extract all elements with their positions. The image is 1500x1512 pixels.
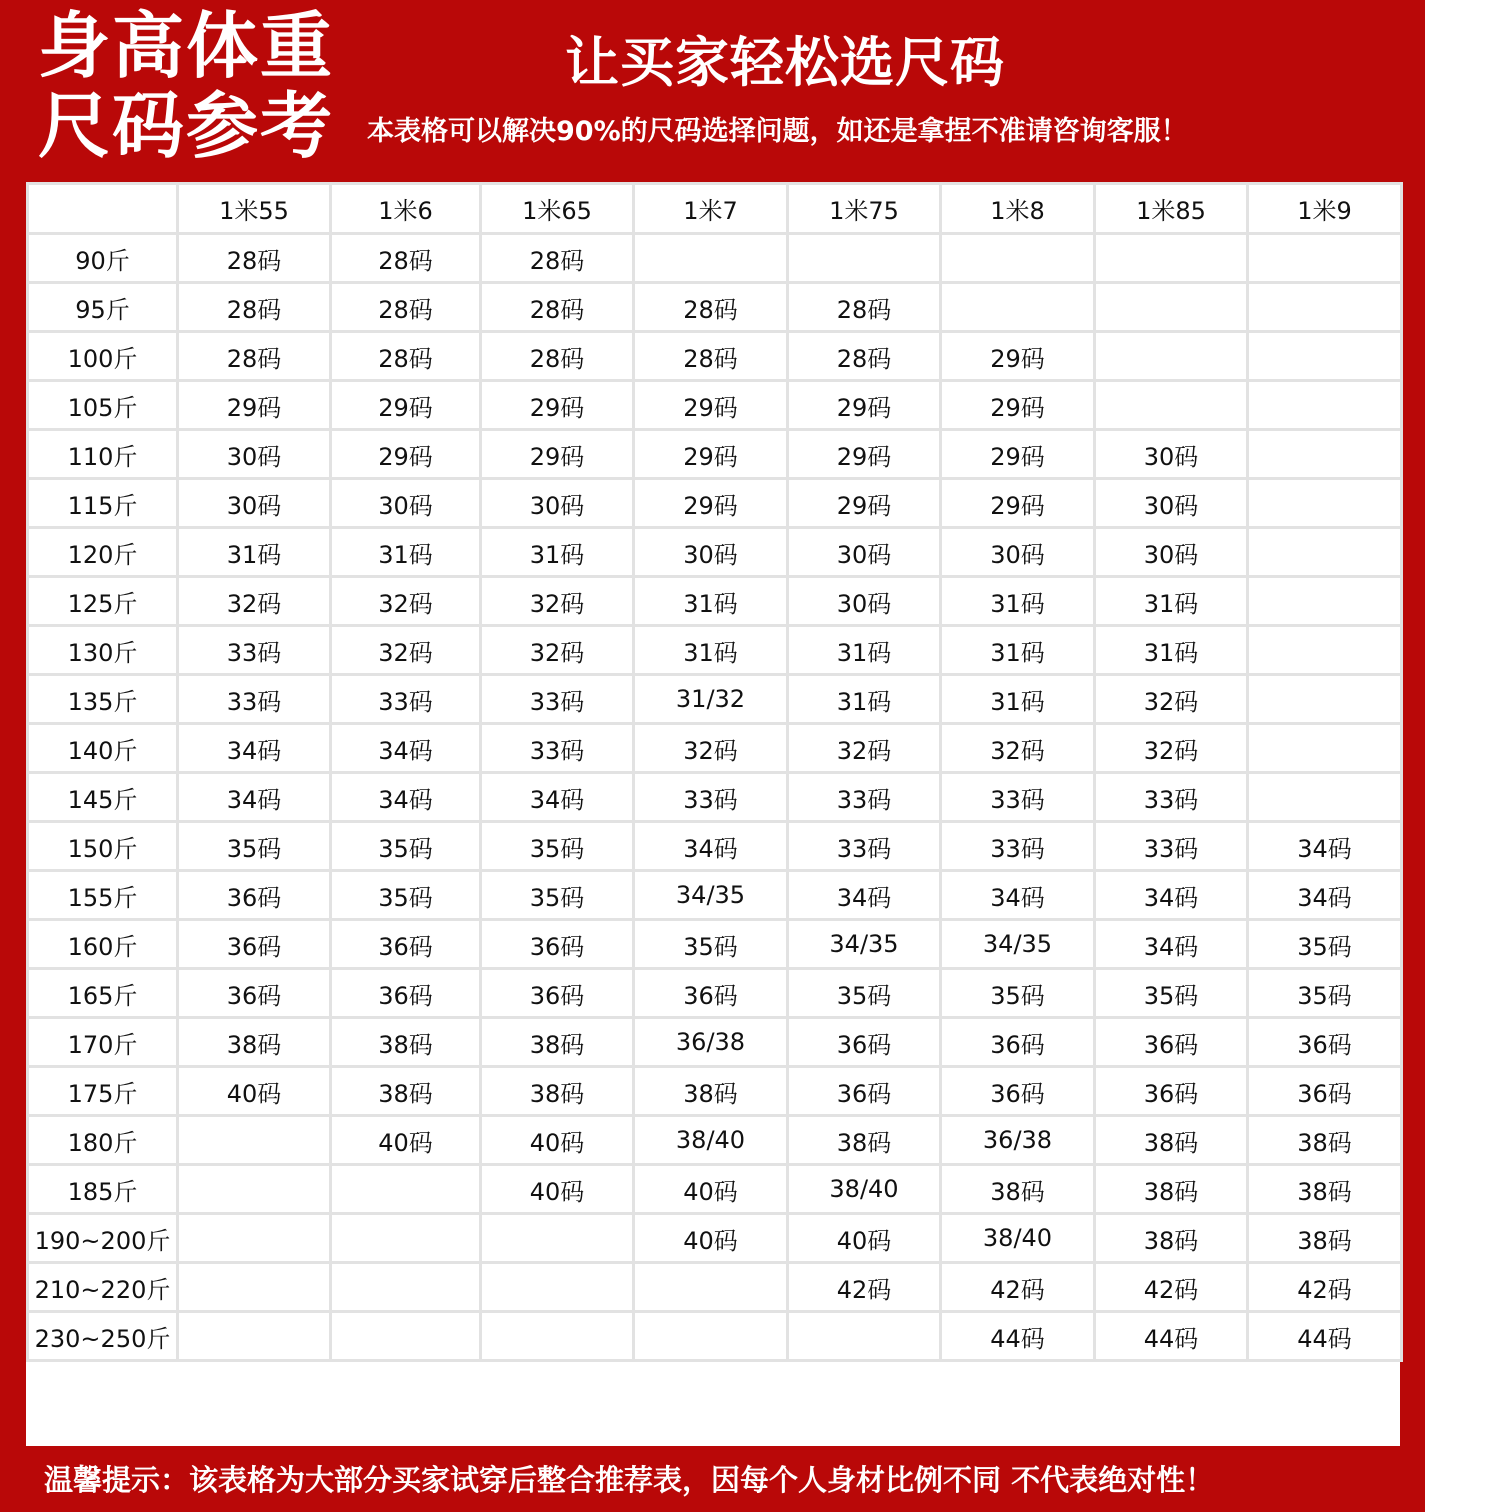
size-cell: 32码 [481, 626, 634, 675]
size-cell: 38码 [331, 1018, 481, 1067]
height-header: 1米85 [1095, 184, 1248, 234]
size-cell: 34/35 [788, 920, 941, 969]
weight-label: 180斤 [28, 1116, 178, 1165]
size-cell: 29码 [941, 381, 1095, 430]
table-row [28, 1018, 1402, 1067]
size-cell: 34码 [1095, 920, 1248, 969]
table-row [28, 528, 1402, 577]
size-cell [1248, 528, 1402, 577]
size-cell: 33码 [481, 724, 634, 773]
size-cell [1095, 381, 1248, 430]
table-row [28, 234, 1402, 283]
size-cell: 28码 [788, 332, 941, 381]
size-cell: 29码 [178, 381, 331, 430]
size-cell: 30码 [1095, 528, 1248, 577]
size-cell: 34码 [788, 871, 941, 920]
size-cell: 38/40 [634, 1116, 788, 1165]
size-cell: 35码 [331, 822, 481, 871]
table-row [28, 1312, 1402, 1361]
table-row [28, 1165, 1402, 1214]
size-cell: 32码 [481, 577, 634, 626]
size-cell: 36码 [481, 969, 634, 1018]
footer-tip: 温馨提示：该表格为大部分买家试穿后整合推荐表，因每个人身材比例不同 不代表绝对性！ [44, 1463, 1215, 1497]
height-header: 1米9 [1248, 184, 1402, 234]
size-cell: 34码 [178, 773, 331, 822]
size-cell: 35码 [941, 969, 1095, 1018]
size-cell: 36/38 [941, 1116, 1095, 1165]
size-cell [941, 283, 1095, 332]
size-cell: 38码 [1248, 1165, 1402, 1214]
size-cell: 33码 [941, 822, 1095, 871]
weight-label: 90斤 [28, 234, 178, 283]
size-cell [1248, 675, 1402, 724]
size-cell: 29码 [788, 479, 941, 528]
size-cell [1248, 430, 1402, 479]
size-cell: 36码 [1248, 1067, 1402, 1116]
size-cell: 33码 [481, 675, 634, 724]
size-cell: 31码 [941, 577, 1095, 626]
size-cell: 36码 [331, 969, 481, 1018]
size-cell: 33码 [788, 773, 941, 822]
size-cell: 32码 [788, 724, 941, 773]
size-table [26, 182, 1403, 1362]
size-cell: 31码 [331, 528, 481, 577]
size-cell [481, 1263, 634, 1312]
size-cell [1248, 381, 1402, 430]
size-cell: 38码 [1248, 1116, 1402, 1165]
size-cell [788, 1312, 941, 1361]
size-cell: 34码 [1248, 822, 1402, 871]
title-line-2: 尺码参考 [38, 84, 335, 168]
size-cell: 30码 [788, 577, 941, 626]
size-cell: 36码 [788, 1018, 941, 1067]
weight-label: 170斤 [28, 1018, 178, 1067]
size-cell: 38码 [1248, 1214, 1402, 1263]
size-cell: 34码 [634, 822, 788, 871]
size-cell: 40码 [481, 1165, 634, 1214]
size-cell: 29码 [634, 381, 788, 430]
size-cell: 38码 [481, 1067, 634, 1116]
height-header: 1米75 [788, 184, 941, 234]
table-row [28, 283, 1402, 332]
size-cell: 40码 [178, 1067, 331, 1116]
size-cell: 40码 [634, 1214, 788, 1263]
size-cell: 35码 [481, 822, 634, 871]
size-cell: 31/32 [634, 675, 788, 724]
size-cell: 38码 [1095, 1116, 1248, 1165]
size-cell: 36码 [788, 1067, 941, 1116]
table-row [28, 626, 1402, 675]
size-cell: 28码 [634, 283, 788, 332]
size-cell: 32码 [1095, 724, 1248, 773]
size-cell: 30码 [481, 479, 634, 528]
size-cell: 42码 [941, 1263, 1095, 1312]
size-cell: 38/40 [941, 1214, 1095, 1263]
weight-label: 230~250斤 [28, 1312, 178, 1361]
table-row [28, 1214, 1402, 1263]
weight-label: 95斤 [28, 283, 178, 332]
size-cell: 33码 [634, 773, 788, 822]
size-cell: 35码 [634, 920, 788, 969]
size-cell: 28码 [331, 283, 481, 332]
size-cell: 36码 [634, 969, 788, 1018]
size-cell [1095, 283, 1248, 332]
table-row [28, 577, 1402, 626]
size-cell [941, 234, 1095, 283]
size-cell: 34码 [1095, 871, 1248, 920]
weight-label: 160斤 [28, 920, 178, 969]
size-cell: 30码 [1095, 479, 1248, 528]
size-cell: 36码 [178, 920, 331, 969]
size-cell: 38码 [481, 1018, 634, 1067]
size-cell: 32码 [634, 724, 788, 773]
size-cell: 34码 [178, 724, 331, 773]
size-cell: 38码 [331, 1067, 481, 1116]
size-cell: 35码 [178, 822, 331, 871]
size-cell: 32码 [331, 626, 481, 675]
size-cell: 40码 [788, 1214, 941, 1263]
size-cell: 38码 [178, 1018, 331, 1067]
size-cell [331, 1263, 481, 1312]
size-cell [1248, 626, 1402, 675]
size-cell: 44码 [941, 1312, 1095, 1361]
size-cell: 31码 [788, 675, 941, 724]
size-cell: 36码 [178, 969, 331, 1018]
size-cell: 36码 [178, 871, 331, 920]
size-cell: 28码 [481, 234, 634, 283]
weight-label: 175斤 [28, 1067, 178, 1116]
size-cell: 28码 [331, 234, 481, 283]
table-row [28, 675, 1402, 724]
size-cell [178, 1165, 331, 1214]
size-cell [178, 1214, 331, 1263]
weight-label: 105斤 [28, 381, 178, 430]
size-cell: 42码 [1095, 1263, 1248, 1312]
size-cell: 30码 [941, 528, 1095, 577]
size-cell: 34码 [1248, 871, 1402, 920]
weight-label: 185斤 [28, 1165, 178, 1214]
corner-cell [28, 184, 178, 234]
size-cell: 28码 [481, 283, 634, 332]
size-cell: 32码 [941, 724, 1095, 773]
title-block [38, 6, 334, 166]
size-cell: 31码 [178, 528, 331, 577]
size-cell: 36码 [481, 920, 634, 969]
weight-label: 155斤 [28, 871, 178, 920]
size-cell: 29码 [941, 332, 1095, 381]
size-cell [634, 1312, 788, 1361]
size-cell: 31码 [1095, 626, 1248, 675]
size-cell: 29码 [331, 381, 481, 430]
weight-label: 140斤 [28, 724, 178, 773]
height-header: 1米8 [941, 184, 1095, 234]
size-cell: 36码 [1095, 1018, 1248, 1067]
height-header: 1米7 [634, 184, 788, 234]
size-cell: 29码 [634, 430, 788, 479]
size-cell: 33码 [331, 675, 481, 724]
size-cell: 36码 [941, 1067, 1095, 1116]
size-cell: 36/38 [634, 1018, 788, 1067]
height-header: 1米6 [331, 184, 481, 234]
size-cell: 29码 [788, 430, 941, 479]
size-cell: 42码 [788, 1263, 941, 1312]
weight-label: 125斤 [28, 577, 178, 626]
size-cell: 35码 [1248, 969, 1402, 1018]
size-cell: 40码 [331, 1116, 481, 1165]
size-cell [1248, 234, 1402, 283]
weight-label: 100斤 [28, 332, 178, 381]
size-cell: 31码 [788, 626, 941, 675]
size-cell: 36码 [331, 920, 481, 969]
size-cell: 30码 [1095, 430, 1248, 479]
size-cell: 30码 [331, 479, 481, 528]
size-cell: 44码 [1095, 1312, 1248, 1361]
size-cell: 38码 [1095, 1165, 1248, 1214]
size-cell [1248, 577, 1402, 626]
size-cell: 44码 [1248, 1312, 1402, 1361]
size-cell: 28码 [634, 332, 788, 381]
size-cell: 38码 [788, 1116, 941, 1165]
table-row [28, 969, 1402, 1018]
size-cell: 30码 [788, 528, 941, 577]
size-cell: 31码 [634, 577, 788, 626]
size-cell [178, 1263, 331, 1312]
size-cell: 33码 [178, 626, 331, 675]
size-cell: 34码 [331, 773, 481, 822]
size-cell: 35码 [1095, 969, 1248, 1018]
size-cell [1248, 773, 1402, 822]
size-cell: 28码 [481, 332, 634, 381]
size-cell: 29码 [481, 381, 634, 430]
size-cell: 31码 [941, 626, 1095, 675]
weight-label: 145斤 [28, 773, 178, 822]
table-row [28, 1263, 1402, 1312]
size-cell: 29码 [331, 430, 481, 479]
table-row [28, 724, 1402, 773]
table-row [28, 479, 1402, 528]
weight-label: 150斤 [28, 822, 178, 871]
size-cell: 33码 [941, 773, 1095, 822]
size-cell: 32码 [331, 577, 481, 626]
table-row [28, 822, 1402, 871]
weight-label: 115斤 [28, 479, 178, 528]
size-cell [1095, 234, 1248, 283]
size-cell: 31码 [481, 528, 634, 577]
size-cell: 31码 [1095, 577, 1248, 626]
size-cell [788, 234, 941, 283]
size-cell: 36码 [1095, 1067, 1248, 1116]
size-cell: 38码 [634, 1067, 788, 1116]
weight-label: 130斤 [28, 626, 178, 675]
size-cell [178, 1312, 331, 1361]
table-row [28, 1116, 1402, 1165]
size-cell: 40码 [634, 1165, 788, 1214]
table-row [28, 381, 1402, 430]
size-cell: 38码 [941, 1165, 1095, 1214]
size-cell: 33码 [178, 675, 331, 724]
size-cell: 38码 [1095, 1214, 1248, 1263]
size-cell [481, 1214, 634, 1263]
weight-label: 120斤 [28, 528, 178, 577]
size-cell: 28码 [788, 283, 941, 332]
title-line-1: 身高体重 [38, 4, 335, 88]
size-cell [331, 1165, 481, 1214]
table-row [28, 871, 1402, 920]
size-cell: 40码 [481, 1116, 634, 1165]
size-cell: 34/35 [941, 920, 1095, 969]
size-table-panel [26, 182, 1400, 1446]
size-cell: 36码 [941, 1018, 1095, 1067]
size-cell: 35码 [331, 871, 481, 920]
table-row [28, 1067, 1402, 1116]
size-cell [331, 1312, 481, 1361]
size-cell [1095, 332, 1248, 381]
size-cell: 33码 [1095, 822, 1248, 871]
size-cell: 31码 [941, 675, 1095, 724]
size-cell: 30码 [178, 430, 331, 479]
size-cell [178, 1116, 331, 1165]
size-cell: 30码 [634, 528, 788, 577]
size-cell: 42码 [1248, 1263, 1402, 1312]
size-cell [634, 234, 788, 283]
size-cell: 35码 [1248, 920, 1402, 969]
size-cell: 35码 [788, 969, 941, 1018]
size-cell: 36码 [1248, 1018, 1402, 1067]
size-cell: 31码 [634, 626, 788, 675]
height-header: 1米55 [178, 184, 331, 234]
size-cell: 29码 [634, 479, 788, 528]
size-cell: 35码 [481, 871, 634, 920]
size-cell: 38/40 [788, 1165, 941, 1214]
weight-label: 165斤 [28, 969, 178, 1018]
size-cell: 32码 [178, 577, 331, 626]
size-cell: 34/35 [634, 871, 788, 920]
table-row [28, 920, 1402, 969]
size-cell: 29码 [941, 479, 1095, 528]
weight-label: 210~220斤 [28, 1263, 178, 1312]
size-cell: 28码 [331, 332, 481, 381]
size-cell: 32码 [1095, 675, 1248, 724]
size-cell: 28码 [178, 332, 331, 381]
size-cell [481, 1312, 634, 1361]
weight-label: 110斤 [28, 430, 178, 479]
height-header: 1米65 [481, 184, 634, 234]
subheadline: 本表格可以解决90%的尺码选择问题，如还是拿捏不准请咨询客服！ [367, 116, 1188, 147]
table-row [28, 430, 1402, 479]
headline: 让买家轻松选尺码 [565, 31, 1005, 94]
size-cell: 33码 [788, 822, 941, 871]
table-header-row [28, 184, 1402, 234]
size-cell: 30码 [178, 479, 331, 528]
size-cell: 29码 [481, 430, 634, 479]
size-cell [1248, 479, 1402, 528]
size-cell: 28码 [178, 234, 331, 283]
size-cell: 34码 [481, 773, 634, 822]
size-cell: 29码 [788, 381, 941, 430]
size-cell [1248, 724, 1402, 773]
size-cell: 29码 [941, 430, 1095, 479]
size-cell: 34码 [941, 871, 1095, 920]
table-row [28, 332, 1402, 381]
size-cell: 33码 [1095, 773, 1248, 822]
size-cell [331, 1214, 481, 1263]
weight-label: 135斤 [28, 675, 178, 724]
size-cell: 34码 [331, 724, 481, 773]
weight-label: 190~200斤 [28, 1214, 178, 1263]
size-cell [634, 1263, 788, 1312]
size-cell: 28码 [178, 283, 331, 332]
table-row [28, 773, 1402, 822]
size-cell [1248, 283, 1402, 332]
size-cell [1248, 332, 1402, 381]
